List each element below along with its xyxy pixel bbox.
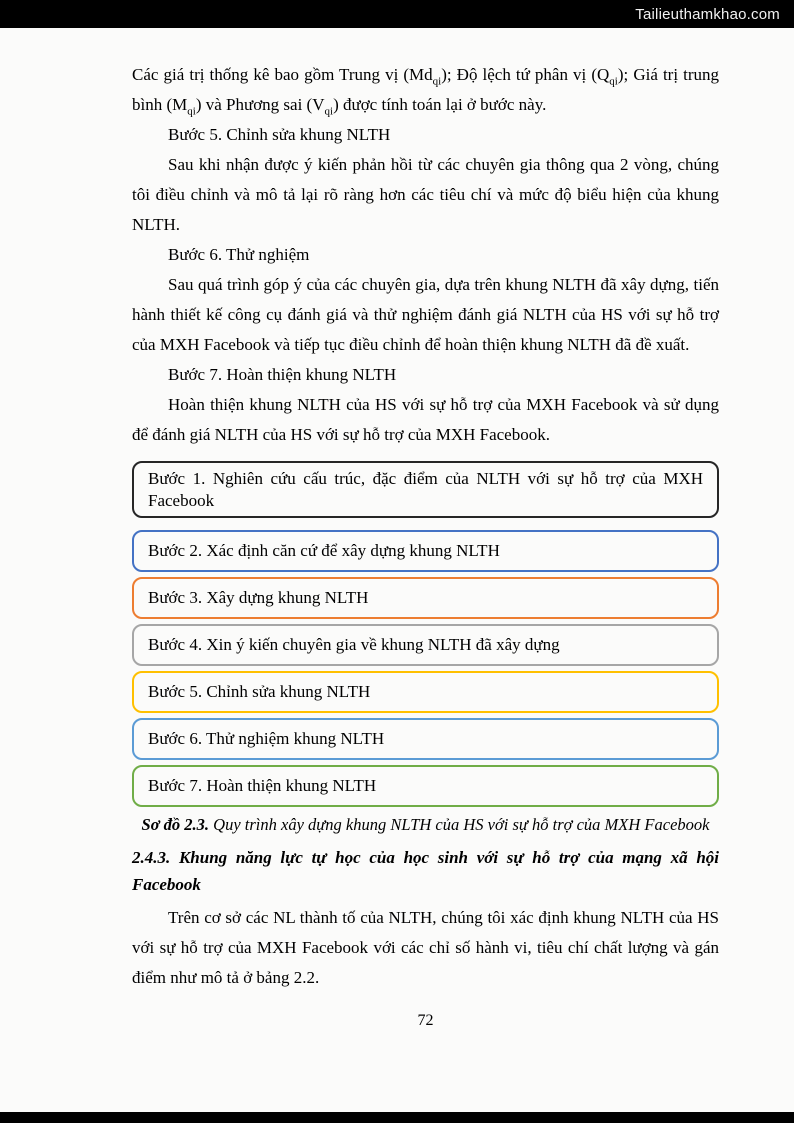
step5-title: Bước 5. Chỉnh sửa khung NLTH xyxy=(168,125,391,144)
p1-sub2: qi xyxy=(609,75,618,88)
p1-seg2: ); Độ lệch tứ phân vị (Q xyxy=(441,65,610,84)
section-heading-243: 2.4.3. Khung năng lực tự học của học sinh với sự hỗ trợ của mạng xã hội Facebook xyxy=(132,848,719,894)
p1-sub3: qi xyxy=(187,105,196,118)
diagram-box-step5: Bước 5. Chỉnh sửa khung NLTH xyxy=(132,671,719,713)
p1-seg1: Các giá trị thống kê bao gồm Trung vị (Md xyxy=(132,65,433,84)
paragraph-step6-body: Sau quá trình góp ý của các chuyên gia, dựa trên khung NLTH đã xây dựng, tiến hành thiết kế công cụ đánh giá và thử nghiệm đánh giá NLTH của HS với sự hỗ trợ của MXH Facebook và tiếp tục điều chỉnh để hoàn thiện khung NLTH đã đề xuất. xyxy=(132,275,719,354)
p1-sub1: qi xyxy=(432,75,442,88)
p1-seg3: ); Giá trị trung bình (M xyxy=(132,65,720,114)
paragraph-step7-body: Hoàn thiện khung NLTH của HS với sự hỗ trợ của MXH Facebook và sử dụng để đánh giá NLTH của HS với sự hỗ trợ của MXH Facebook. xyxy=(132,395,719,444)
watermark-bottom-bar xyxy=(0,1112,794,1123)
p1-seg4: ) và Phương sai (V xyxy=(195,95,325,114)
diagram-caption xyxy=(132,813,719,837)
watermark-top-bar xyxy=(0,0,794,28)
diagram-caption-label: Sơ đồ 2.3. xyxy=(141,815,210,834)
page-number: 72 xyxy=(417,1012,434,1029)
step7-title: Bước 7. Hoàn thiện khung NLTH xyxy=(168,365,397,384)
paragraph-statistics xyxy=(132,60,719,120)
diagram-box-step3: Bước 3. Xây dựng khung NLTH xyxy=(132,577,719,619)
paragraph-closing: Trên cơ sở các NL thành tố của NLTH, chúng tôi xác định khung NLTH của HS với sự hỗ trợ của MXH Facebook với các chỉ số hành vi, tiêu chí chất lượng và gán điểm như mô tả ở bảng 2.2. xyxy=(132,908,719,987)
diagram-box-step7: Bước 7. Hoàn thiện khung NLTH xyxy=(132,765,719,807)
watermark-site-text: Tailieuthamkhao.com xyxy=(635,5,780,23)
diagram-box-step1: Bước 1. Nghiên cứu cấu trúc, đặc điểm của NLTH với sự hỗ trợ của MXH Facebook xyxy=(132,461,719,518)
page-content xyxy=(132,60,719,1032)
step6-title: Bước 6. Thử nghiệm xyxy=(168,245,310,264)
p1-seg5: ) được tính toán lại ở bước này. xyxy=(333,95,547,114)
diagram-box-step2: Bước 2. Xác định căn cứ để xây dựng khung NLTH xyxy=(132,530,719,572)
process-diagram xyxy=(132,461,719,807)
diagram-box-step4: Bước 4. Xin ý kiến chuyên gia về khung NLTH đã xây dựng xyxy=(132,624,719,666)
diagram-box-step6: Bước 6. Thử nghiệm khung NLTH xyxy=(132,718,719,760)
diagram-caption-text: Quy trình xây dựng khung NLTH của HS với sự hỗ trợ của MXH Facebook xyxy=(209,815,710,834)
paragraph-step5-body: Sau khi nhận được ý kiến phản hồi từ các chuyên gia thông qua 2 vòng, chúng tôi điều chỉnh và mô tả lại rõ ràng hơn các tiêu chí và mức độ biểu hiện của khung NLTH. xyxy=(132,155,719,234)
p1-sub4: qi xyxy=(324,105,334,118)
